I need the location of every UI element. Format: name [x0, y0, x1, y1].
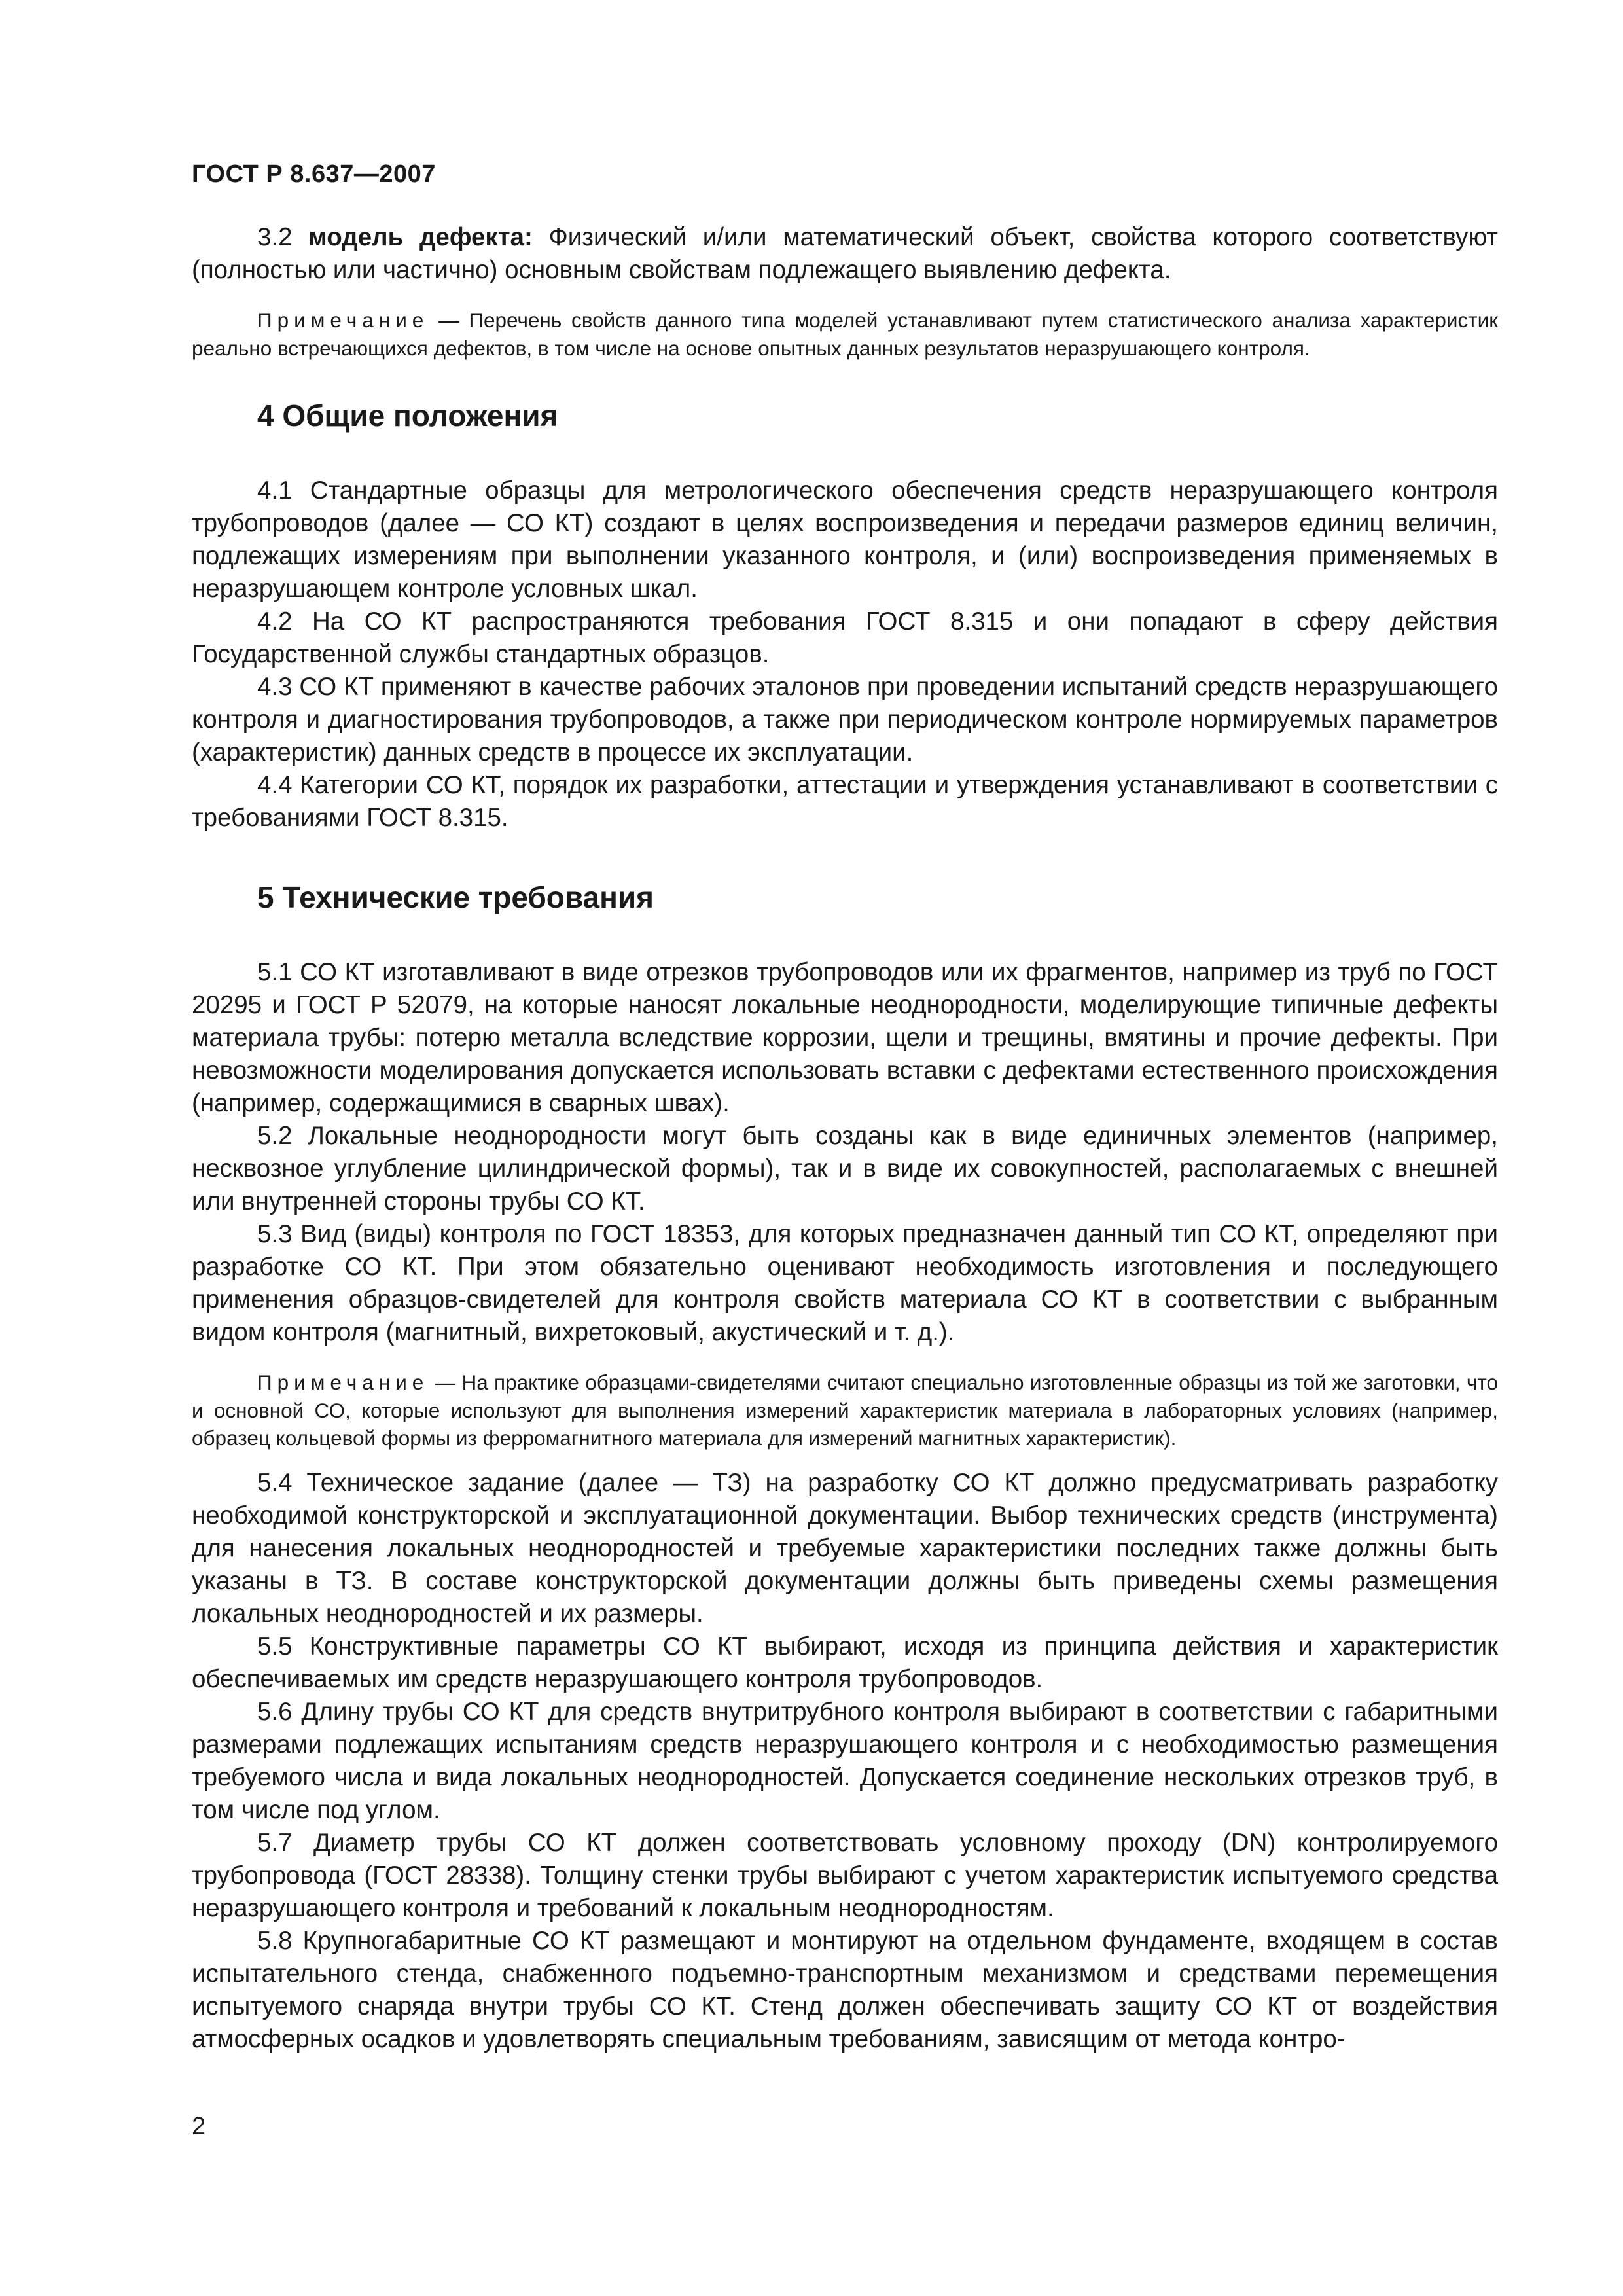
paragraph-4-2: 4.2 На СО КТ распространяются требования ГОСТ 8.315 и они попадают в сферу действия Государственной службы стандартных образцов.	[192, 607, 1498, 668]
note-text: — Перечень свойств данного типа моделей устанавливают путем статистического анализа характеристик реально встречающихся дефектов, в том числе на основе опытных данных результатов неразрушающего контроля.	[192, 308, 1498, 360]
note-label: Примечание	[257, 1371, 429, 1394]
section-4-title: 4 Общие положения	[257, 399, 558, 433]
note-1	[192, 306, 1498, 362]
paragraph-5-2: 5.2 Локальные неоднородности могут быть созданы как в виде единичных элементов (например, несквозное углубление цилиндрической формы), так и в виде их совокупностей, располагаемых с внешней или внутренней стороны трубы СО КТ.	[192, 1122, 1498, 1215]
paragraph-5-7: 5.7 Диаметр трубы СО КТ должен соответствовать условному проходу (DN) контролируемого трубопровода (ГОСТ 28338). Толщину стенки трубы выбирают с учетом характеристик испытуемого средства неразрушающего контроля и требований к локальным неоднородностям.	[192, 1828, 1498, 1922]
paragraph-5-8: 5.8 Крупногабаритные СО КТ размещают и монтируют на отдельном фундаменте, входящем в состав испытательного стенда, снабженного подъемно-транспортным механизмом и средствами перемещения испытуемого снаряда внутри трубы СО КТ. Стенд должен обеспечивать защиту СО КТ от воздействия атмосферных осадков и удовлетворять специальным требованиям, зависящим от метода контро-	[192, 1926, 1498, 2053]
clause-text: Физический и/или математический объект, свойства которого соответствуют (полностью или частично) основным свойствам подлежащего выявлению дефекта.	[192, 223, 1498, 284]
paragraph-4-4: 4.4 Категории СО КТ, порядок их разработки, аттестации и утверждения устанавливают в соответствии с требованиями ГОСТ 8.315.	[192, 771, 1498, 832]
paragraph-4-3: 4.3 СО КТ применяют в качестве рабочих эталонов при проведении испытаний средств неразрушающего контроля и диагностирования трубопроводов, а также при периодическом контроле нормируемых параметров (характеристик) данных средств в процессе их эксплуатации.	[192, 673, 1498, 766]
paragraph-5-1: 5.1 СО КТ изготавливают в виде отрезков трубопроводов или их фрагментов, например из труб по ГОСТ 20295 и ГОСТ Р 52079, на которые наносят локальные неоднородности, моделирующие типичные дефекты материала трубы: потерю металла вследствие коррозии, щели и трещины, вмятины и прочие дефекты. При невозможности моделирования допускается использовать вставки с дефектами естественного происхождения (например, содержащимися в сварных швах).	[192, 958, 1498, 1117]
paragraph-5-5: 5.5 Конструктивные параметры СО КТ выбирают, исходя из принципа действия и характеристик обеспечиваемых им средств неразрушающего контроля трубопроводов.	[192, 1632, 1498, 1693]
note-2	[192, 1369, 1498, 1452]
paragraph-5-3: 5.3 Вид (виды) контроля по ГОСТ 18353, для которых предназначен данный тип СО КТ, определяют при разработке СО КТ. При этом обязательно оценивают необходимость изготовления и последующего применения образцов-свидетелей для контроля свойств материала СО КТ в соответствии с выбранным видом контроля (магнитный, вихретоковый, акустический и т. д.).	[192, 1220, 1498, 1346]
note-text: — На практике образцами-свидетелями считают специально изготовленные образцы из той же заготовки, что и основной СО, которые используют для выполнения измерений характеристик материала в лабораторных условиях (например, образец кольцевой формы из ферромагнитного материала для измерений магнитных характеристик).	[192, 1371, 1498, 1450]
note-label: Примечание	[257, 308, 429, 332]
paragraph-5-4: 5.4 Техническое задание (далее — ТЗ) на разработку СО КТ должно предусматривать разработку необходимой конструкторской и эксплуатационной документации. Выбор технических средств (инструмента) для нанесения локальных неоднородностей и требуемые характеристики последних также должны быть указаны в ТЗ. В составе конструкторской документации должны быть приведены схемы размещения локальных неоднородностей и их размеры.	[192, 1468, 1498, 1628]
clause-number: 3.2	[257, 223, 293, 251]
term-definition: модель дефекта:	[308, 223, 533, 251]
clause-3-2	[192, 221, 1498, 287]
page-content	[192, 221, 1498, 2056]
page-number: 2	[192, 2113, 206, 2140]
standard-header: ГОСТ Р 8.637—2007	[192, 160, 436, 188]
paragraph-4-1: 4.1 Стандартные образцы для метрологического обеспечения средств неразрушающего контроля трубопроводов (далее — СО КТ) создают в целях воспроизведения и передачи размеров единиц величин, подлежащих измерениям при выполнении указанного контроля, и (или) воспроизведения применяемых в неразрушающем контроле условных шкал.	[192, 476, 1498, 603]
section-5-title: 5 Технические требования	[257, 880, 654, 914]
paragraph-5-6: 5.6 Длину трубы СО КТ для средств внутритрубного контроля выбирают в соответствии с габаритными размерами подлежащих испытаниям средств неразрушающего контроля и с необходимостью размещения требуемого числа и вида локальных неоднородностей. Допускается соединение нескольких отрезков труб, в том числе под углом.	[192, 1697, 1498, 1824]
